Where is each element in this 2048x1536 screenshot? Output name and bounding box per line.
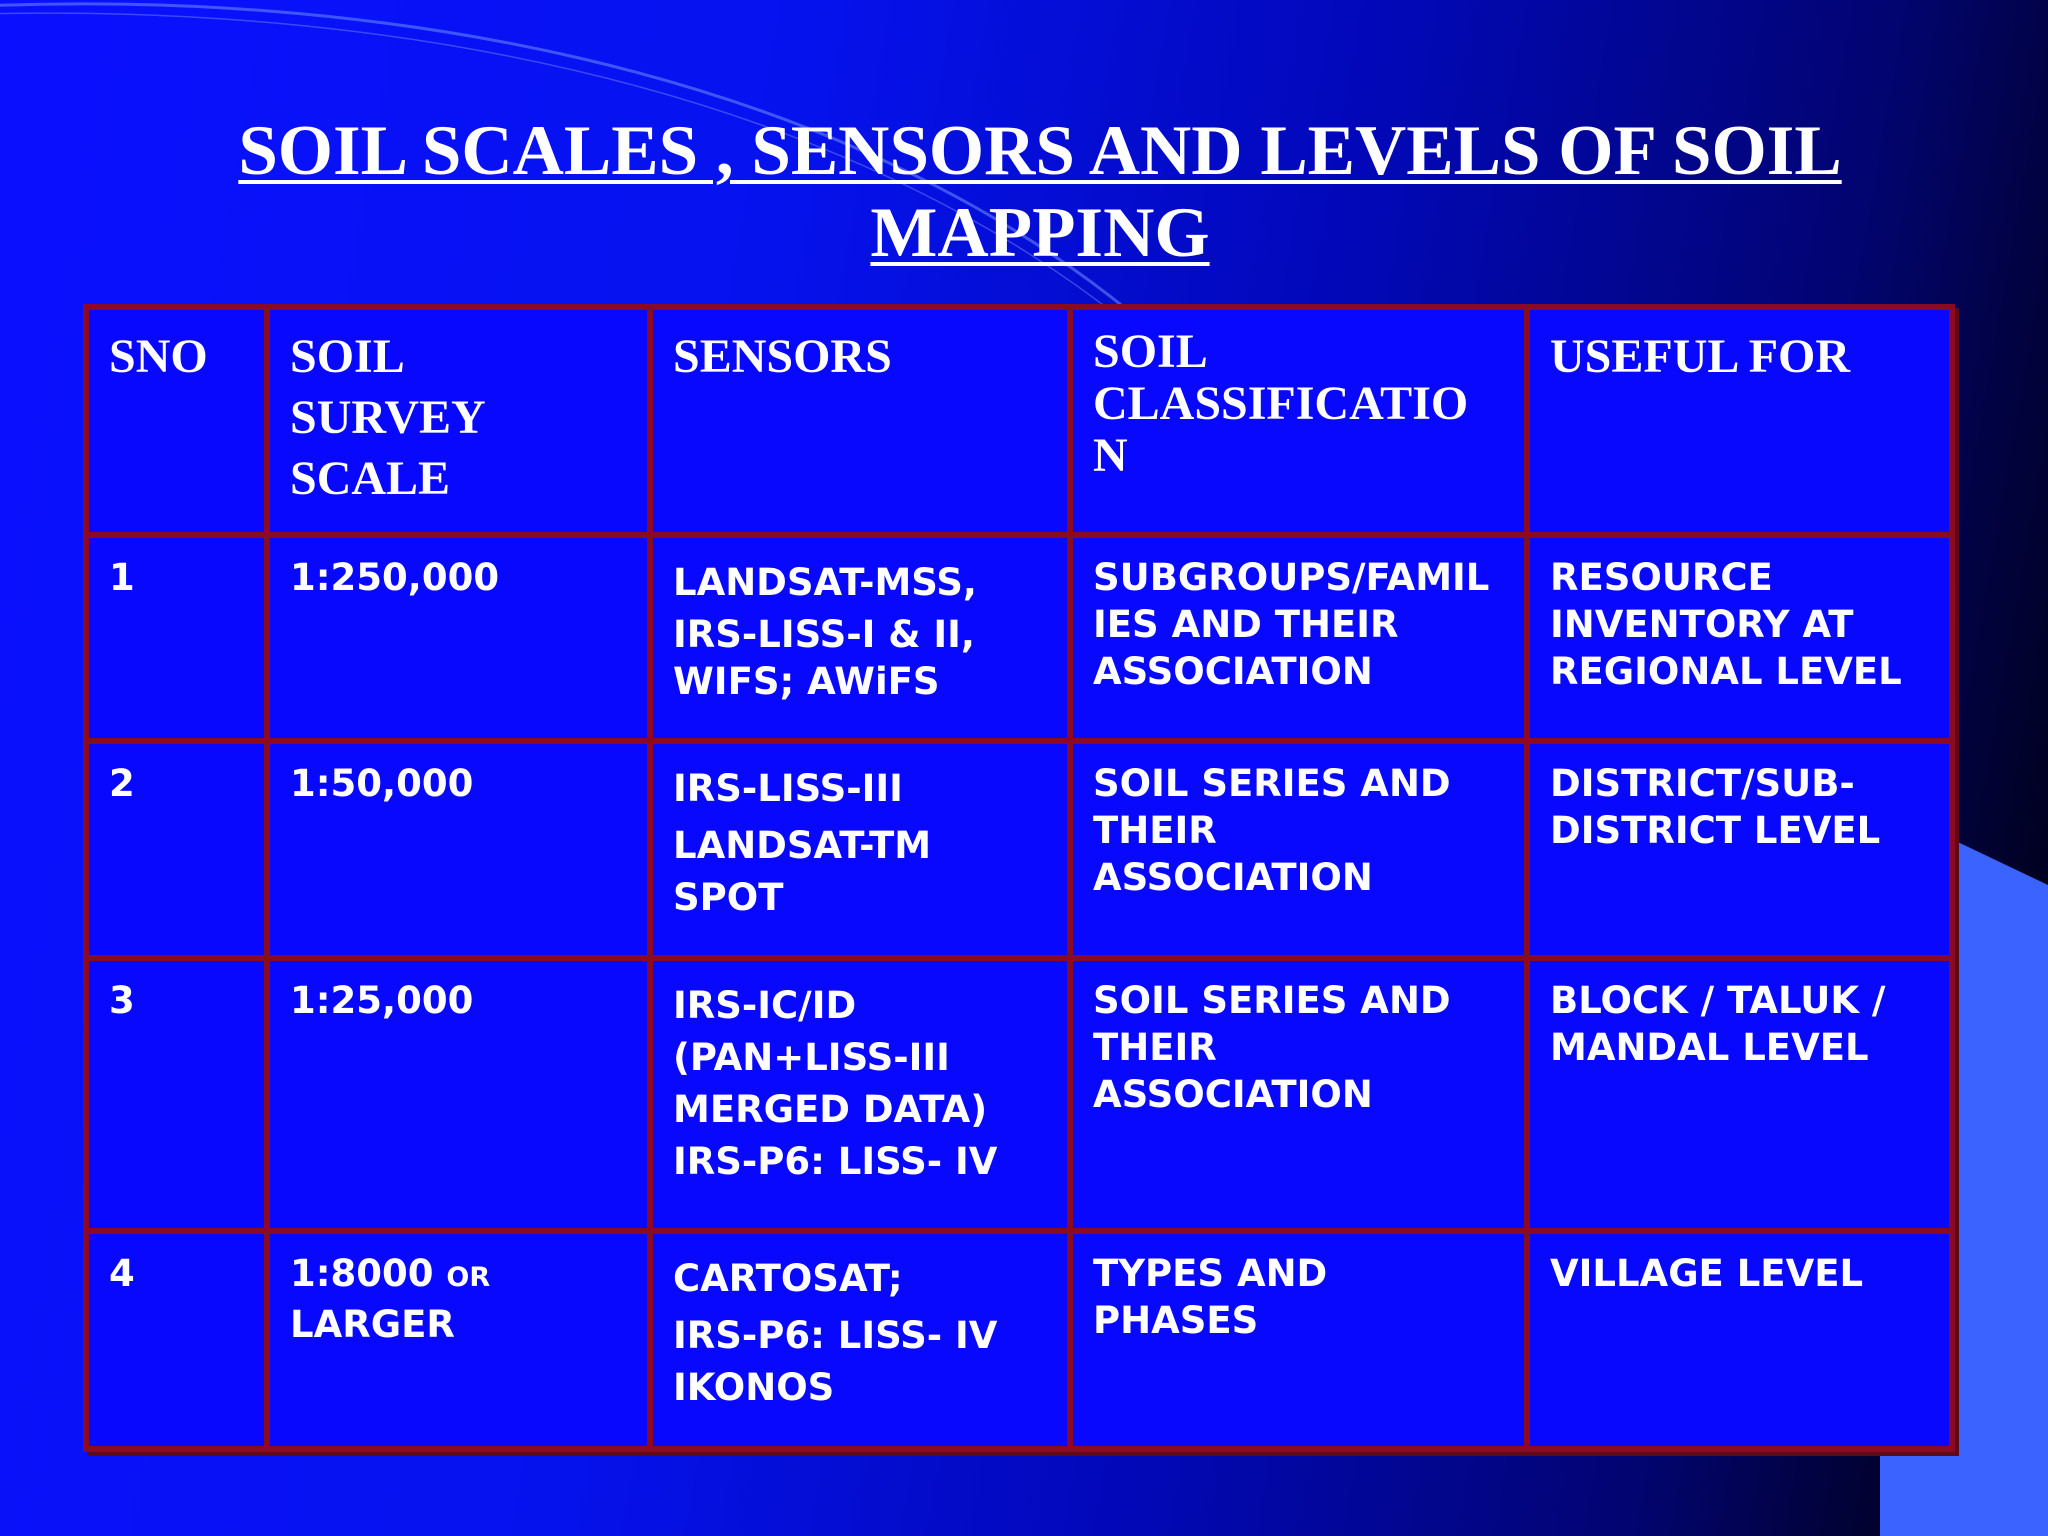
header-scale-line: SOIL bbox=[290, 330, 405, 383]
classification-line: TYPES AND PHASES bbox=[1093, 1252, 1328, 1343]
classification-line: ASSOCIATION bbox=[1093, 1073, 1373, 1117]
header-classification-line: SOIL bbox=[1093, 325, 1208, 378]
header-scale-line: SURVEY bbox=[290, 391, 486, 444]
sensor-line: LANDSAT-MSS, bbox=[673, 561, 977, 604]
useful-line: REGIONAL LEVEL bbox=[1550, 650, 1902, 693]
header-sensors-label: SENSORS bbox=[673, 330, 892, 383]
slide-title-line-1: SOIL SCALES , SENSORS AND LEVELS OF SOIL bbox=[238, 112, 1842, 190]
sensor-line: CARTOSAT; bbox=[673, 1257, 903, 1301]
cell-scale bbox=[267, 1231, 650, 1449]
soil-mapping-table bbox=[83, 304, 1955, 1452]
sensor-line: WIFS; AWiFS bbox=[673, 660, 940, 703]
table-row bbox=[86, 1231, 1952, 1449]
cell-scale-value: 1:50,000 bbox=[290, 761, 474, 805]
sensor-line: LANDSAT-TM bbox=[673, 823, 932, 867]
cell-classification bbox=[1070, 958, 1527, 1231]
sensor-line: IRS-P6: LISS- IV bbox=[673, 1140, 998, 1184]
cell-sno-value: 4 bbox=[109, 1252, 135, 1296]
cell-scale-value: 1:8000 bbox=[290, 1252, 434, 1296]
useful-line: BLOCK / TALUK / bbox=[1550, 979, 1886, 1023]
classification-line: THEIR bbox=[1093, 1026, 1217, 1070]
cell-scale-value: 1:250,000 bbox=[290, 556, 500, 599]
cell-scale bbox=[267, 741, 650, 959]
cell-sensors bbox=[650, 958, 1070, 1231]
header-scale-line: SCALE bbox=[290, 452, 451, 505]
table-header-row bbox=[86, 307, 1952, 535]
slide-title bbox=[180, 110, 1900, 274]
cell-sensors bbox=[650, 535, 1070, 741]
cell-useful-for bbox=[1527, 741, 1952, 959]
classification-line: SUBGROUPS/FAMIL bbox=[1093, 556, 1490, 599]
cell-scale-rest: LARGER bbox=[290, 1303, 455, 1347]
slide-title-line-2: MAPPING bbox=[870, 194, 1210, 272]
cell-useful-for bbox=[1527, 535, 1952, 741]
useful-line: VILLAGE LEVEL bbox=[1550, 1252, 1864, 1296]
cell-classification bbox=[1070, 1231, 1527, 1449]
cell-sensors bbox=[650, 741, 1070, 959]
table-row bbox=[86, 535, 1952, 741]
classification-line: ASSOCIATION bbox=[1093, 855, 1373, 899]
table-row bbox=[86, 958, 1952, 1231]
cell-sno bbox=[86, 535, 267, 741]
useful-line: DISTRICT/SUB- bbox=[1550, 761, 1855, 805]
sensor-line: IRS-IC/ID bbox=[673, 984, 857, 1028]
sensor-line: IKONOS bbox=[673, 1366, 835, 1410]
cell-classification bbox=[1070, 741, 1527, 959]
header-sno bbox=[86, 307, 267, 535]
sensor-line: SPOT bbox=[673, 875, 784, 919]
useful-line: INVENTORY AT bbox=[1550, 603, 1854, 646]
cell-useful-for bbox=[1527, 1231, 1952, 1449]
header-useful-label: USEFUL FOR bbox=[1550, 330, 1851, 383]
cell-sno-value: 2 bbox=[109, 761, 135, 805]
header-classification-line: N bbox=[1093, 429, 1128, 482]
cell-scale-or: OR bbox=[446, 1262, 491, 1294]
header-soil-survey-scale bbox=[267, 307, 650, 535]
cell-scale bbox=[267, 958, 650, 1231]
cell-sno-value: 1 bbox=[109, 556, 135, 599]
sensor-line: MERGED DATA) bbox=[673, 1088, 988, 1132]
sensor-line: IRS-P6: LISS- IV bbox=[673, 1314, 998, 1358]
classification-line: SOIL SERIES AND bbox=[1093, 761, 1451, 805]
cell-sno-value: 3 bbox=[109, 979, 135, 1023]
header-sno-label: SNO bbox=[109, 330, 208, 383]
cell-sno bbox=[86, 741, 267, 959]
classification-line: ASSOCIATION bbox=[1093, 650, 1373, 693]
useful-line: RESOURCE bbox=[1550, 556, 1773, 599]
header-sensors bbox=[650, 307, 1070, 535]
classification-line: IES AND THEIR bbox=[1093, 603, 1399, 646]
cell-useful-for bbox=[1527, 958, 1952, 1231]
cell-sno bbox=[86, 958, 267, 1231]
header-useful-for bbox=[1527, 307, 1952, 535]
classification-line: SOIL SERIES AND bbox=[1093, 979, 1451, 1023]
header-classification-line: CLASSIFICATIO bbox=[1093, 377, 1469, 430]
useful-line: DISTRICT LEVEL bbox=[1550, 808, 1881, 852]
table-row bbox=[86, 741, 1952, 959]
sensor-line: (PAN+LISS-III bbox=[673, 1036, 950, 1080]
sensor-line: IRS-LISS-I & II, bbox=[673, 613, 975, 656]
sensor-line: IRS-LISS-III bbox=[673, 766, 903, 810]
cell-sno bbox=[86, 1231, 267, 1449]
classification-line: THEIR bbox=[1093, 808, 1217, 852]
header-soil-classification bbox=[1070, 307, 1527, 535]
cell-scale-value: 1:25,000 bbox=[290, 979, 474, 1023]
cell-sensors bbox=[650, 1231, 1070, 1449]
cell-classification bbox=[1070, 535, 1527, 741]
cell-scale bbox=[267, 535, 650, 741]
useful-line: MANDAL LEVEL bbox=[1550, 1026, 1869, 1070]
